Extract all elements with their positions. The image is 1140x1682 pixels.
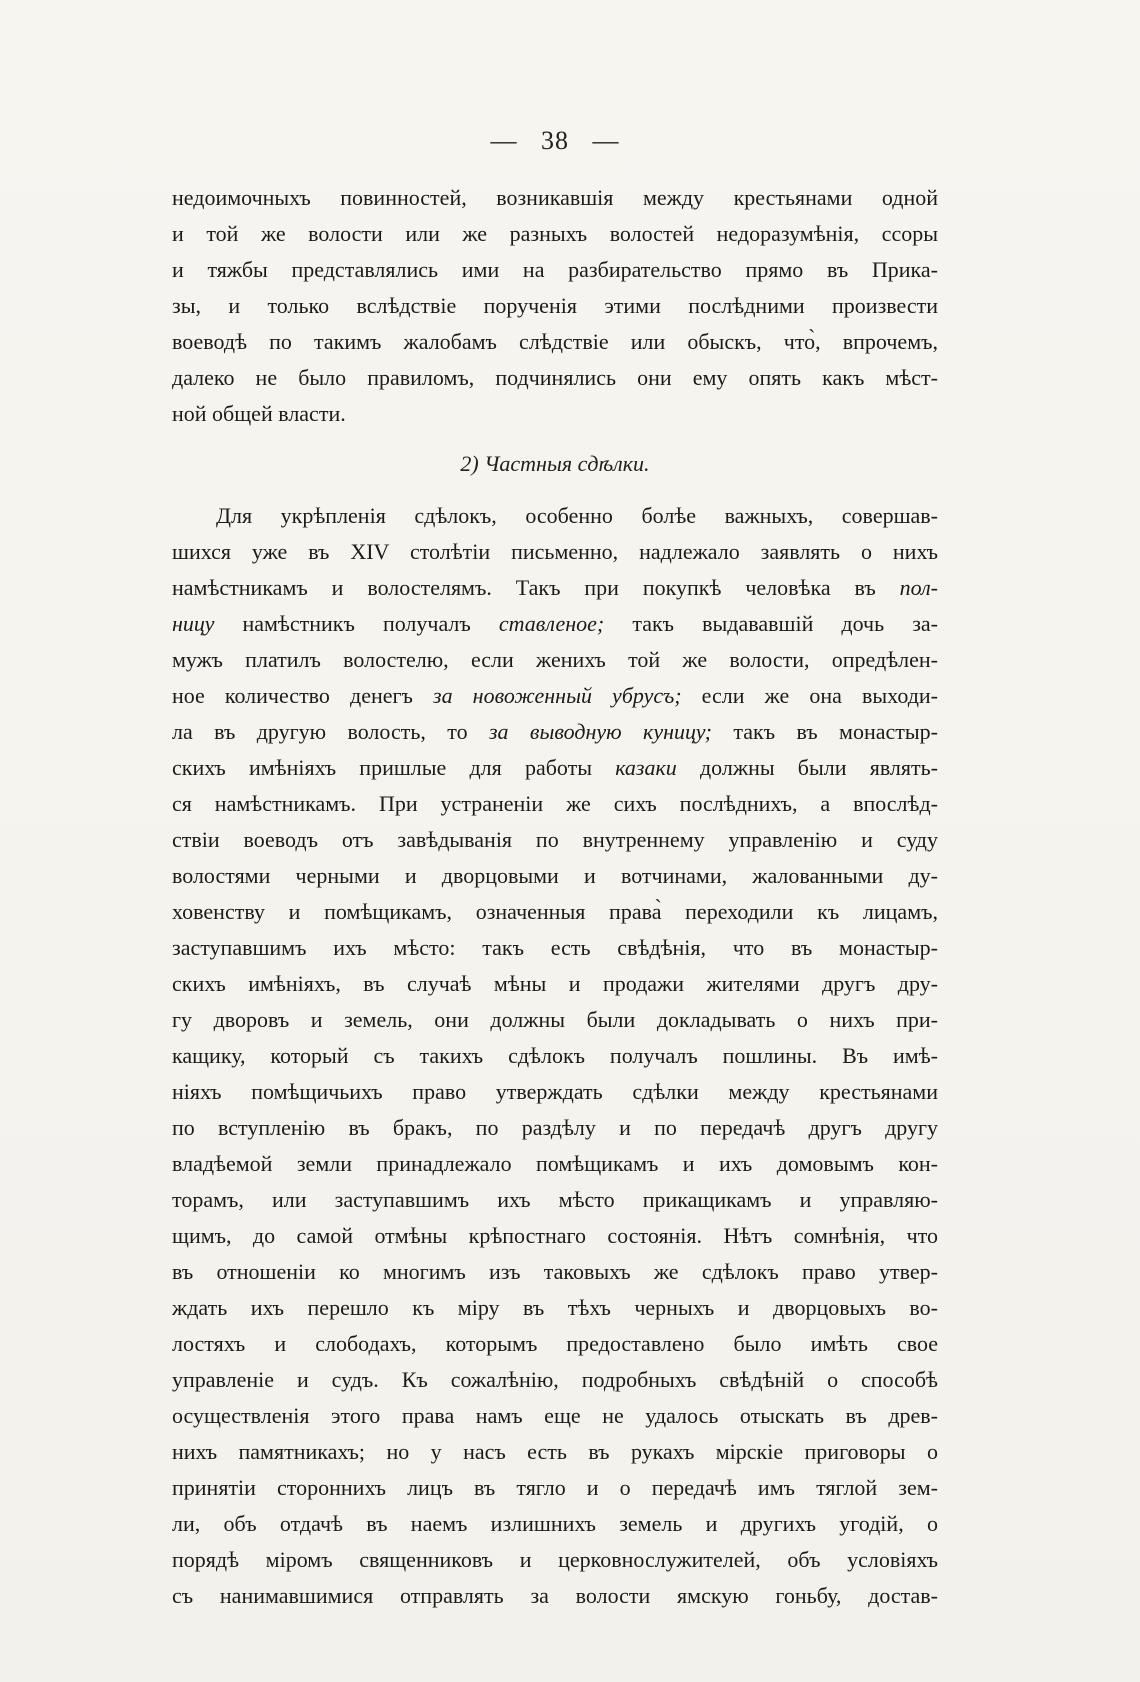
text-run: воеводѣ по такимъ жалобамъ слѣдствіе или обыскъ, что̀, впрочемъ, xyxy=(172,329,938,354)
text-run: заступавшимъ ихъ мѣсто: такъ есть свѣдѣнія, что въ монастыр- xyxy=(172,935,938,960)
text-run: волостями черными и дворцовыми и вотчинами, жалованными ду- xyxy=(172,863,938,888)
text-line xyxy=(172,678,938,714)
text-line xyxy=(172,858,938,894)
text-line xyxy=(172,1398,938,1434)
text-run: шихся уже въ XIV столѣтіи письменно, надлежало заявлять о нихъ xyxy=(172,539,938,564)
text-line xyxy=(172,966,938,1002)
text-run: ла въ другую волость, то xyxy=(172,719,489,744)
italic-text-run: пол- xyxy=(899,575,938,600)
text-line xyxy=(172,216,938,252)
text-run: ной общей власти. xyxy=(172,401,346,426)
text-line xyxy=(172,1038,938,1074)
text-block xyxy=(172,180,938,1614)
text-run: и той же волости или же разныхъ волостей недоразумѣнія, ссоры xyxy=(172,221,938,246)
text-line xyxy=(172,714,938,750)
text-run: ствіи воеводъ отъ завѣдыванія по внутреннему управленію и суду xyxy=(172,827,938,852)
text-run: ховенству и помѣщикамъ, означенныя права̀ переходили къ лицамъ, xyxy=(172,899,938,924)
text-run: порядѣ міромъ священниковъ и церковнослужителей, объ условіяхъ xyxy=(172,1547,938,1572)
text-run: лостяхъ и слободахъ, которымъ предоставлено было имѣть свое xyxy=(172,1331,938,1356)
text-run: намѣстникъ получалъ xyxy=(214,611,499,636)
text-run: осуществленія этого права намъ еще не удалось отыскать въ древ- xyxy=(172,1403,938,1428)
text-run: ждать ихъ перешло къ міру въ тѣхъ черныхъ и дворцовыхъ во- xyxy=(172,1295,938,1320)
text-run: торамъ, или заступавшимъ ихъ мѣсто прикащикамъ и управляю- xyxy=(172,1187,938,1212)
text-line xyxy=(172,1002,938,1038)
text-run: должны были являть- xyxy=(676,755,938,780)
text-line xyxy=(172,1218,938,1254)
paragraph-section-body xyxy=(172,498,938,1614)
text-line xyxy=(172,894,938,930)
text-line xyxy=(172,396,938,432)
text-run: намѣстникамъ и волостелямъ. Такъ при покупкѣ человѣка въ xyxy=(172,575,900,600)
text-line xyxy=(172,1362,938,1398)
text-run: управленіе и судъ. Къ сожалѣнію, подробныхъ свѣдѣній о способѣ xyxy=(172,1367,938,1392)
text-run: мужъ платилъ волостелю, если женихъ той же волости, опредѣлен- xyxy=(172,647,938,672)
text-line xyxy=(172,534,938,570)
text-line xyxy=(172,1110,938,1146)
text-line xyxy=(172,1146,938,1182)
text-run: съ нанимавшимися отправлять за волости ямскую гоньбу, достав- xyxy=(172,1583,938,1608)
text-run: щимъ, до самой отмѣны крѣпостнаго состоянія. Нѣтъ сомнѣнія, что xyxy=(172,1223,938,1248)
text-run: въ отношеніи ко многимъ изъ таковыхъ же сдѣлокъ право утвер- xyxy=(172,1259,938,1284)
text-line xyxy=(172,252,938,288)
text-line xyxy=(172,750,938,786)
text-line xyxy=(172,1506,938,1542)
text-run: по вступленію въ бракъ, по раздѣлу и по передачѣ другъ другу xyxy=(172,1115,938,1140)
text-line xyxy=(172,1434,938,1470)
text-line xyxy=(172,1578,938,1614)
paragraph-continuation xyxy=(172,180,938,432)
text-run: если же она выходи- xyxy=(681,683,938,708)
text-line xyxy=(172,360,938,396)
text-line xyxy=(172,288,938,324)
text-line xyxy=(172,570,938,606)
text-line xyxy=(172,1290,938,1326)
text-run: и тяжбы представлялись ими на разбирательство прямо въ Прика- xyxy=(172,257,938,282)
text-run: далеко не было правиломъ, подчинялись они ему опять какъ мѣст- xyxy=(172,365,938,390)
page-number: — 38 — xyxy=(490,126,620,155)
text-run: скихъ имѣніяхъ пришлые для работы xyxy=(172,755,616,780)
text-line xyxy=(172,1542,938,1578)
text-line xyxy=(172,1470,938,1506)
italic-text-run: ницу xyxy=(172,611,215,636)
text-line xyxy=(172,1182,938,1218)
text-line xyxy=(172,786,938,822)
text-line xyxy=(172,324,938,360)
text-line xyxy=(172,930,938,966)
text-line xyxy=(172,1326,938,1362)
italic-text-run: ставленое; xyxy=(498,611,605,636)
text-run: зы, и только вслѣдствіе порученія этими послѣдними произвести xyxy=(172,293,938,318)
text-run: ся намѣстникамъ. При устраненіи же сихъ послѣднихъ, а впослѣд- xyxy=(172,791,938,816)
text-run: недоимочныхъ повинностей, возникавшія между крестьянами одной xyxy=(172,185,938,210)
text-run: кащику, который съ такихъ сдѣлокъ получалъ пошлины. Въ имѣ- xyxy=(172,1043,938,1068)
text-run: гу дворовъ и земель, они должны были докладывать о нихъ при- xyxy=(172,1007,938,1032)
text-run: ніяхъ помѣщичьихъ право утверждать сдѣлки между крестьянами xyxy=(172,1079,938,1104)
text-run: ли, объ отдачѣ въ наемъ излишнихъ земель и другихъ угодій, о xyxy=(172,1511,938,1536)
text-run: принятіи стороннихъ лицъ въ тягло и о передачѣ имъ тяглой зем- xyxy=(172,1475,938,1500)
text-run: Для укрѣпленія сдѣлокъ, особенно болѣе важныхъ, совершав- xyxy=(216,503,938,528)
text-line xyxy=(172,642,938,678)
italic-text-run: за выводную куницу; xyxy=(488,719,712,744)
text-run: такъ въ монастыр- xyxy=(711,719,938,744)
text-run: владѣемой земли принадлежало помѣщикамъ и ихъ домовымъ кон- xyxy=(172,1151,938,1176)
text-line xyxy=(172,180,938,216)
text-line xyxy=(172,1254,938,1290)
text-run: нихъ памятникахъ; но у насъ есть въ рукахъ мірскіе приговоры о xyxy=(172,1439,938,1464)
text-line xyxy=(172,1074,938,1110)
text-line xyxy=(172,822,938,858)
text-run: ное количество денегъ xyxy=(172,683,433,708)
text-run: такъ выдававшій дочь за- xyxy=(604,611,938,636)
section-heading: 2) Частныя сдѣлки. xyxy=(460,451,650,476)
italic-text-run: казаки xyxy=(615,755,677,780)
text-line xyxy=(172,498,938,534)
italic-text-run: за новоженный убрусъ; xyxy=(433,683,682,708)
text-run: скихъ имѣніяхъ, въ случаѣ мѣны и продажи жителями другъ дру- xyxy=(172,971,938,996)
text-line xyxy=(172,606,938,642)
